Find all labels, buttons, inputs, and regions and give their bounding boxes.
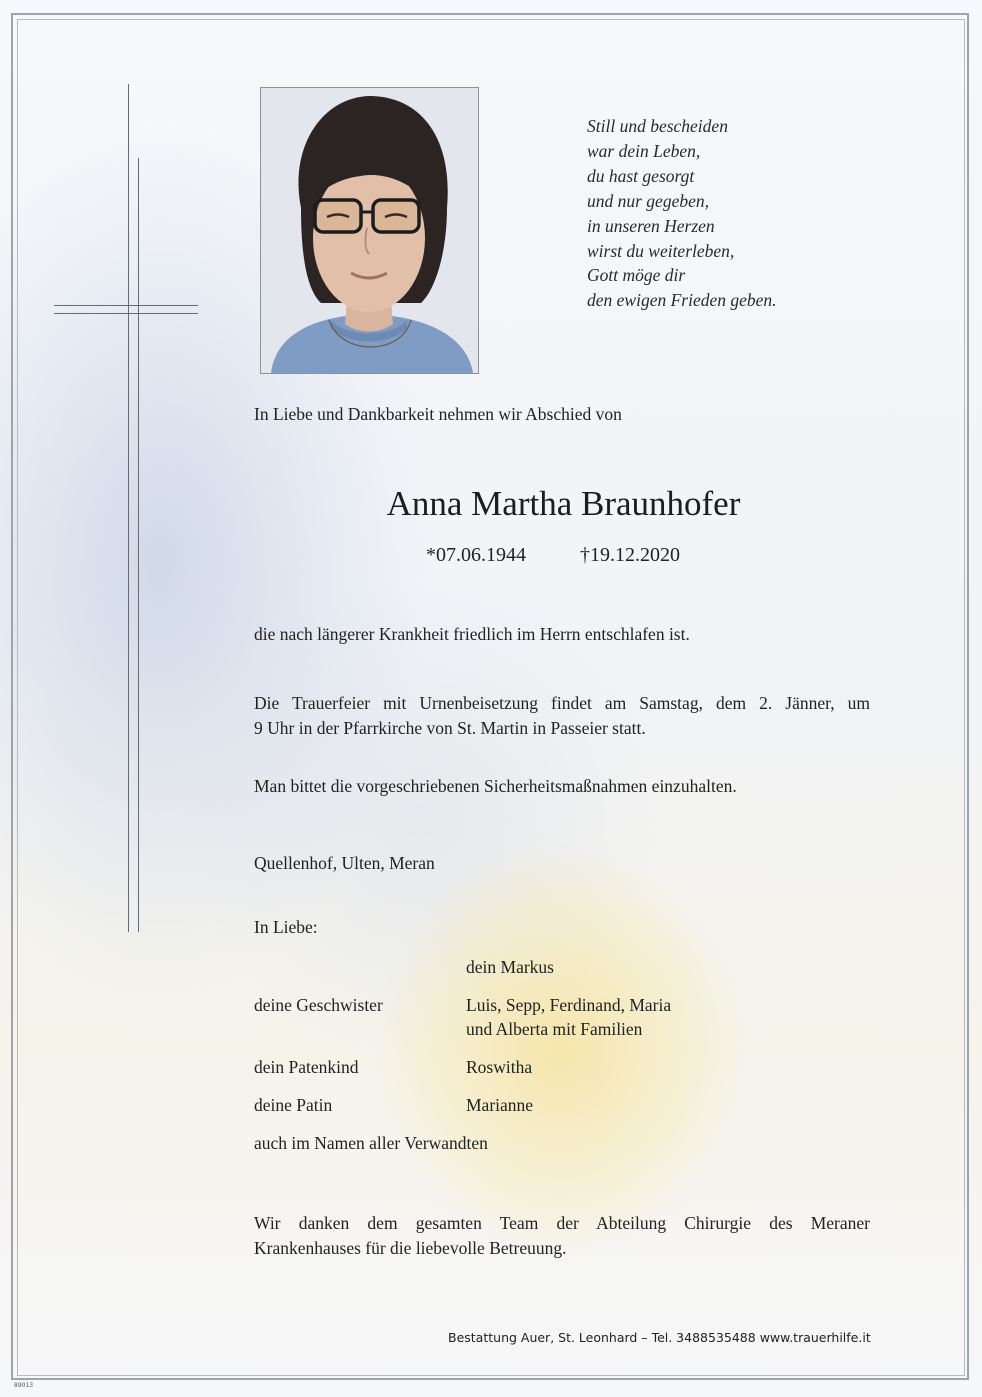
poem-line: den ewigen Frieden geben. (587, 290, 777, 311)
mourner-relation: deine Geschwister (254, 995, 383, 1015)
portrait-photo (260, 87, 479, 374)
birth-date: *07.06.1944 (426, 544, 526, 566)
ceremony-text (254, 691, 870, 741)
mourner-relation: dein Patenkind (254, 1057, 359, 1077)
ceremony-line: Die Trauerfeier mit Urnenbeisetzung findet am Samstag, dem 2. Jänner, um (254, 693, 870, 713)
poem-line: Gott möge dir (587, 265, 686, 286)
places-text: Quellenhof, Ulten, Meran (254, 853, 435, 873)
passing-text: die nach längerer Krankheit friedlich im Herrn entschlafen ist. (254, 624, 690, 644)
intro-text: In Liebe und Dankbarkeit nehmen wir Abschied von (254, 404, 622, 424)
deceased-name: Anna Martha Braunhofer (386, 484, 741, 523)
thanks-line: Wir danken dem gesamten Team der Abteilung Chirurgie des Meraner (254, 1213, 870, 1233)
mourner-names: Marianne (466, 1095, 534, 1115)
thanks-text (254, 1211, 870, 1261)
print-code: 89013 (14, 1382, 34, 1389)
mourner-relation: deine Patin (254, 1095, 333, 1115)
poem-line: in unseren Herzen (587, 215, 715, 236)
poem-line: und nur gegeben, (587, 190, 709, 211)
relatives-note: auch im Namen aller Verwandten (254, 1133, 488, 1153)
mourner-names: dein Markus (466, 957, 554, 977)
mourner-names: und Alberta mit Familien (466, 1019, 643, 1039)
poem-line: Still und bescheiden (587, 116, 728, 136)
death-date: †19.12.2020 (580, 544, 680, 566)
safety-notice: Man bittet die vorgeschriebenen Sicherheitsmaßnahmen einzuhalten. (254, 776, 737, 796)
mourner-names: Roswitha (466, 1057, 533, 1077)
poem-line: wirst du weiterleben, (587, 240, 735, 261)
poem-line: war dein Leben, (587, 140, 701, 161)
funeral-home-footer: Bestattung Auer, St. Leonhard – Tel. 3488535488 www.trauerhilfe.it (448, 1330, 871, 1345)
ceremony-line: 9 Uhr in der Pfarrkirche von St. Martin in Passeier statt. (254, 718, 646, 738)
poem (587, 114, 847, 313)
thanks-line: Krankenhauses für die liebevolle Betreuung. (254, 1238, 567, 1258)
mourner-names: Luis, Sepp, Ferdinand, Maria (466, 995, 672, 1015)
poem-line: du hast gesorgt (587, 165, 695, 186)
in-love-label: In Liebe: (254, 917, 318, 937)
